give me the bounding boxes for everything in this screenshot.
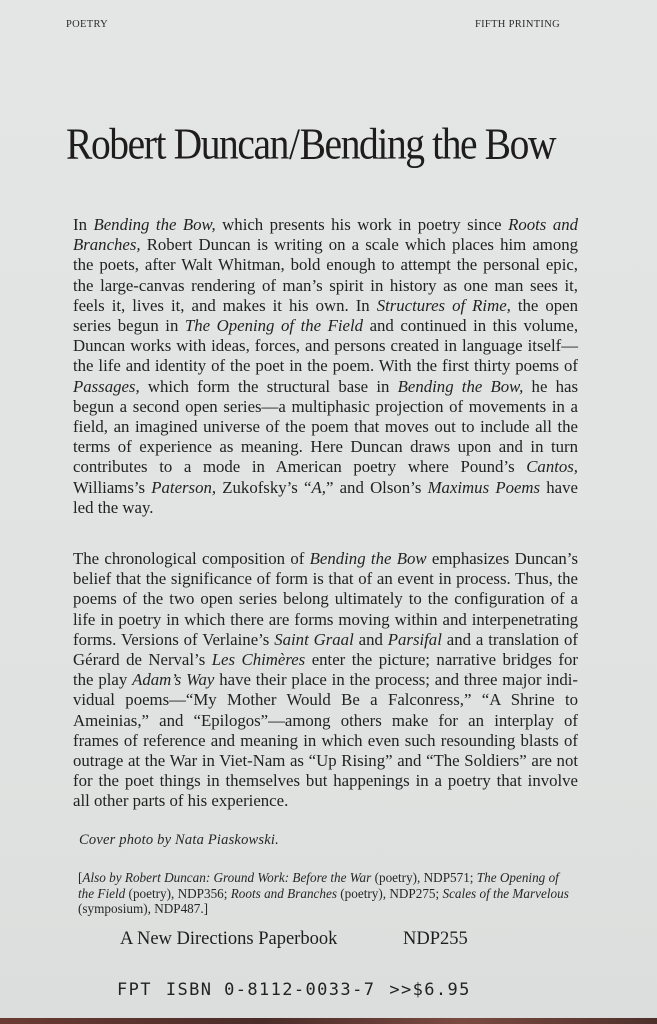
text-run: Robert Duncan is writing on a scale which places him among the poets, after Walt Whitman, bold enough to attempt the personal epic, the large-canvas rendering of man’s spirit in history as one man sees it, feels it, lives it, and makes it his own. In xyxy=(73,235,578,315)
text-run: The chronological composition of xyxy=(73,549,310,568)
italic-title-text: Bending the Bow, xyxy=(93,215,216,234)
text-run: the open series begun in xyxy=(73,295,579,336)
price: >>$6.95 xyxy=(389,980,471,1000)
description-paragraph-1 xyxy=(73,215,578,518)
italic-title-text: The Opening of the Field xyxy=(78,870,559,901)
cover-photo-credit: Cover photo by Nata Piaskowski. xyxy=(79,832,279,848)
background-edge xyxy=(0,1018,657,1024)
italic-title-text: The Opening of the Field xyxy=(184,316,364,336)
text-run: Williams’s xyxy=(73,477,152,497)
text-run: and a translation of Gérard de Nerval’s xyxy=(73,629,578,670)
publisher-catalog-number: NDP255 xyxy=(403,929,468,949)
text-run: have their place in the process; and three major individual poems—“My Mother Would Be a Falconress,” “A Shrine to Ameinias,” and “Epilogos”—among others make for an interplay of frames of reference and meaning in which even such resounding blasts of outrage at the War in Viet-Nam as “Up Rising” and “The Soldiers” are not for the poet things in themselves but happenings in a poetry that involve all other parts of his experience. xyxy=(73,670,578,811)
description-paragraph-2 xyxy=(73,549,578,812)
isbn-number: ISBN 0-8112-0033-7 xyxy=(165,980,376,1000)
italic-title-text: Adam’s Way xyxy=(132,670,215,690)
italic-title-text: Bending the Bow xyxy=(309,549,427,568)
title-separator: / xyxy=(289,119,299,169)
text-run: (poetry), NDP356; xyxy=(125,885,231,901)
italic-title-text: Roots and Branches xyxy=(230,885,337,901)
italic-title-text: Cantos, xyxy=(526,457,578,477)
text-run: enter the picture; narrative bridges for the play xyxy=(73,650,578,690)
book-title: Bending the Bow xyxy=(299,119,556,169)
italic-title-text: Also by Robert Duncan: Ground Work: Before the War xyxy=(82,870,372,885)
italic-title-text: Saint Graal xyxy=(274,629,354,649)
printing-label: FIFTH PRINTING xyxy=(475,19,560,30)
also-by-author-list xyxy=(78,870,578,917)
italic-title-text: Structures of Rime, xyxy=(376,295,511,315)
printing-code: FPT xyxy=(117,980,152,1000)
italic-title-text: A, xyxy=(311,477,326,497)
text-run: Zukofsky’s “ xyxy=(216,477,312,497)
text-run: which presents his work in poetry since xyxy=(215,215,509,234)
text-run: he has begun a second open series—a multiphasic projection of movements in a field, an imagined universe of the poem that moves out to include all the terms of experience as meaning. Here Duncan draws upon and in turn contributes to a mode in American poetry where Pound’s xyxy=(73,376,578,477)
text-run: [ xyxy=(78,870,83,885)
italic-title-text: Parsifal xyxy=(387,629,442,649)
text-run: which form the structural base in xyxy=(139,376,398,396)
italic-title-text: Roots and Branches, xyxy=(73,215,578,255)
author-name: Robert Duncan xyxy=(66,119,289,169)
publisher-name: A New Directions Paperbook xyxy=(120,929,338,949)
italic-title-text: Les Chimères xyxy=(211,650,306,670)
isbn-price-line xyxy=(117,980,485,1000)
text-run: (poetry), NDP275; xyxy=(336,885,443,901)
text-run: have led the way. xyxy=(73,477,578,517)
text-run: (poetry), NDP571; xyxy=(371,870,477,885)
text-run: and xyxy=(353,629,388,649)
italic-title-text: Passages, xyxy=(73,376,140,396)
italic-title-text: Scales of the Marvelous xyxy=(442,885,569,901)
paragraph-text xyxy=(73,215,578,518)
italic-title-text: Bending the Bow, xyxy=(397,376,524,396)
text-run: and continued in this volume, Duncan works with ideas, forces, and persons created in language itself—the life and identity of the poet in the poem. With the first thirty poems of xyxy=(73,316,579,376)
italic-title-text: Maximus Poems xyxy=(427,477,541,497)
text-run: In xyxy=(73,215,94,234)
text-run: emphasizes Duncan’s belief that the significance of form is that of an event in process. Thus, the poems of the two open series belong ultimately to the configuration of a life in poetry in which there are forms moving within and interpenetrating forms. Versions of Verlaine’s xyxy=(73,549,578,649)
category-label: POETRY xyxy=(66,19,109,30)
paragraph-text xyxy=(73,549,578,812)
text-run: ” and Olson’s xyxy=(325,477,428,497)
italic-title-text: Paterson, xyxy=(151,477,217,497)
text-run: (symposium), NDP487.] xyxy=(78,901,209,916)
book-title-heading xyxy=(66,118,626,170)
